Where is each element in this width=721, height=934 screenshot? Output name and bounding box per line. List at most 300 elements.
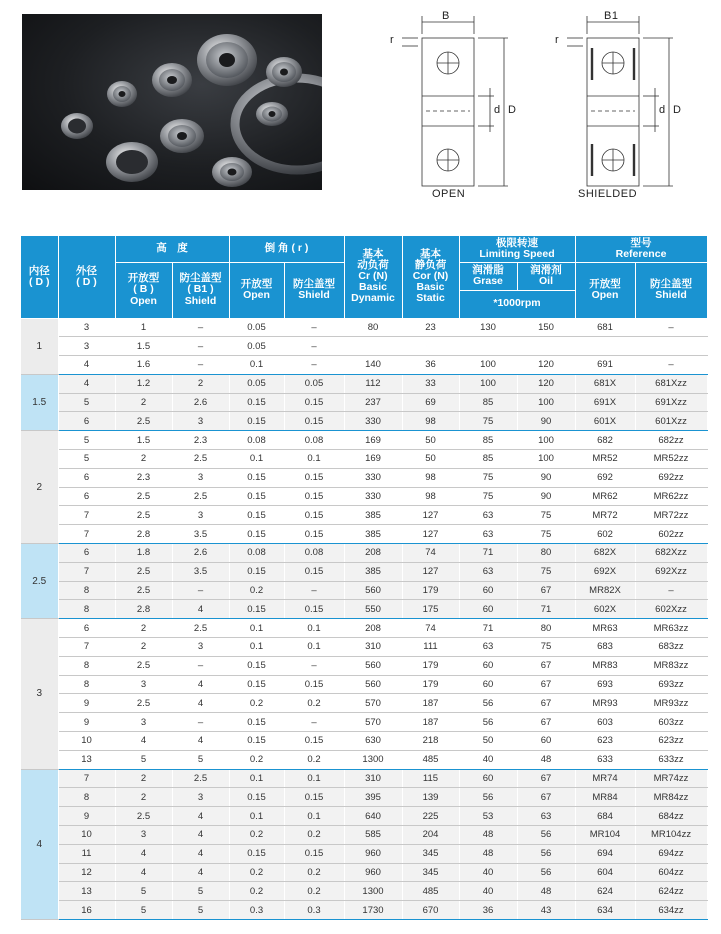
cell-chamfer-shield: 0.2 [284, 826, 344, 845]
cell-dynamic-load: 330 [344, 487, 402, 506]
table-row [21, 600, 707, 619]
table-row [21, 732, 707, 751]
cell-chamfer-open: 0.2 [229, 863, 284, 882]
cell-height-shield: 5 [172, 750, 229, 769]
header-ref-shield: 防尘盖型 Shield [635, 262, 707, 318]
cell-od: 11 [58, 844, 115, 863]
cell-chamfer-open: 0.05 [229, 318, 284, 337]
cell-chamfer-shield: 0.2 [284, 882, 344, 901]
table-row [21, 769, 707, 788]
cell-ref-open: 684 [575, 807, 635, 826]
cell-od: 9 [58, 807, 115, 826]
cell-ref-shield: 694zz [635, 844, 707, 863]
table-row [21, 901, 707, 920]
cell-speed-oil: 90 [517, 412, 575, 431]
cell-chamfer-open: 0.15 [229, 844, 284, 863]
table-row [21, 656, 707, 675]
cell-chamfer-shield: 0.1 [284, 638, 344, 657]
cell-ref-open: MR74 [575, 769, 635, 788]
cell-speed-oil: 90 [517, 487, 575, 506]
cell-height-open: 3 [115, 713, 172, 732]
cell-speed-oil: 56 [517, 844, 575, 863]
cell-ref-open: 692 [575, 468, 635, 487]
cell-speed-grease: 71 [459, 544, 517, 563]
cell-ref-open: MR72 [575, 506, 635, 525]
cell-height-open: 2 [115, 450, 172, 469]
cell-height-open: 3 [115, 826, 172, 845]
cell-speed-oil: 75 [517, 562, 575, 581]
cell-static-load: 345 [402, 844, 459, 863]
cell-dynamic-load: 385 [344, 562, 402, 581]
cell-chamfer-shield: 0.05 [284, 374, 344, 393]
cell-static-load: 111 [402, 638, 459, 657]
cell-ref-open: MR52 [575, 450, 635, 469]
cell-speed-grease: 75 [459, 412, 517, 431]
cell-speed-oil: 63 [517, 807, 575, 826]
cell-speed-oil: 67 [517, 694, 575, 713]
cell-ref-shield: 691Xzz [635, 393, 707, 412]
cell-speed-oil: 67 [517, 788, 575, 807]
cell-od: 4 [58, 374, 115, 393]
header-grease: 润滑脂 Grase [459, 262, 517, 290]
table-header [21, 236, 707, 318]
cell-height-shield: 2 [172, 374, 229, 393]
cell-chamfer-open: 0.1 [229, 619, 284, 638]
cell-od: 3 [58, 337, 115, 356]
table-row [21, 487, 707, 506]
cell-chamfer-shield: 0.15 [284, 600, 344, 619]
cell-dynamic-load: 310 [344, 769, 402, 788]
cell-ref-open: MR84 [575, 788, 635, 807]
cell-ref-shield: 683zz [635, 638, 707, 657]
cell-chamfer-open: 0.1 [229, 807, 284, 826]
cell-od: 12 [58, 863, 115, 882]
header-static-load: 基本 静负荷 Cor (N) Basic Static [402, 236, 459, 318]
cell-dynamic-load: 140 [344, 356, 402, 375]
cell-height-shield: 2.5 [172, 769, 229, 788]
cell-height-open: 2.5 [115, 412, 172, 431]
cell-chamfer-shield: 0.2 [284, 750, 344, 769]
cell-ref-open: MR83 [575, 656, 635, 675]
header-chamfer-shield: 防尘盖型 Shield [284, 262, 344, 318]
cell-height-shield: 4 [172, 807, 229, 826]
cell-speed-grease: 50 [459, 732, 517, 751]
cell-ref-open: MR62 [575, 487, 635, 506]
cell-chamfer-open: 0.1 [229, 638, 284, 657]
cell-od: 10 [58, 826, 115, 845]
cell-dynamic-load: 585 [344, 826, 402, 845]
table-row [21, 675, 707, 694]
cell-ref-shield: MR93zz [635, 694, 707, 713]
cell-speed-grease: 63 [459, 562, 517, 581]
cell-dynamic-load: 385 [344, 525, 402, 544]
cell-speed-grease: 48 [459, 844, 517, 863]
cell-chamfer-open: 0.15 [229, 713, 284, 732]
table-row [21, 374, 707, 393]
cell-od: 7 [58, 525, 115, 544]
cell-dynamic-load: 640 [344, 807, 402, 826]
cell-height-shield: 3 [172, 468, 229, 487]
cell-static-load: 175 [402, 600, 459, 619]
cell-dynamic-load: 550 [344, 600, 402, 619]
cell-speed-grease: 60 [459, 600, 517, 619]
cell-height-open: 4 [115, 844, 172, 863]
cell-ref-open: 602 [575, 525, 635, 544]
header-height: 高 度 [115, 236, 229, 262]
cell-dynamic-load: 960 [344, 863, 402, 882]
cell-od: 13 [58, 882, 115, 901]
cell-ref-open: 694 [575, 844, 635, 863]
bearing-section-drawings [382, 8, 721, 208]
cell-height-open: 1.2 [115, 374, 172, 393]
cell-od: 10 [58, 732, 115, 751]
cell-chamfer-shield: 0.15 [284, 844, 344, 863]
cell-ref-shield: 633zz [635, 750, 707, 769]
cell-speed-oil: 75 [517, 638, 575, 657]
header-chamfer-open: 开放型 Open [229, 262, 284, 318]
cell-speed-oil: 67 [517, 769, 575, 788]
cell-ref-open: 601X [575, 412, 635, 431]
cell-speed-oil: 120 [517, 356, 575, 375]
cell-chamfer-shield: 0.15 [284, 732, 344, 751]
cell-height-open: 1 [115, 318, 172, 337]
cell-static-load: 98 [402, 487, 459, 506]
cell-static-load: 33 [402, 374, 459, 393]
cell-static-load: 179 [402, 656, 459, 675]
header-ref-open: 开放型 Open [575, 262, 635, 318]
cell-chamfer-open: 0.15 [229, 412, 284, 431]
cell-od: 6 [58, 412, 115, 431]
cell-chamfer-shield: – [284, 656, 344, 675]
cell-height-shield: – [172, 356, 229, 375]
cell-speed-grease: 100 [459, 356, 517, 375]
cell-chamfer-open: 0.1 [229, 450, 284, 469]
cell-dynamic-load: 630 [344, 732, 402, 751]
cell-chamfer-shield: 0.15 [284, 788, 344, 807]
cell-height-shield: 4 [172, 732, 229, 751]
cell-chamfer-open: 0.08 [229, 544, 284, 563]
cell-chamfer-open: 0.1 [229, 356, 284, 375]
cell-chamfer-shield: 0.08 [284, 544, 344, 563]
table-row [21, 431, 707, 450]
table-row [21, 638, 707, 657]
cell-height-shield: 2.6 [172, 393, 229, 412]
table-row [21, 750, 707, 769]
cell-ref-shield: MR74zz [635, 769, 707, 788]
cell-od: 3 [58, 318, 115, 337]
cell-speed-oil: 150 [517, 318, 575, 337]
dim-b1-label: B1 [604, 10, 619, 22]
table-row [21, 356, 707, 375]
cell-ref-shield: 692Xzz [635, 562, 707, 581]
cell-chamfer-shield: 0.15 [284, 562, 344, 581]
cell-speed-grease [459, 337, 517, 356]
cell-chamfer-open: 0.15 [229, 506, 284, 525]
cell-ref-open: 693 [575, 675, 635, 694]
cell-od: 16 [58, 901, 115, 920]
cell-chamfer-open: 0.3 [229, 901, 284, 920]
cell-height-shield: – [172, 713, 229, 732]
cell-speed-oil: 71 [517, 600, 575, 619]
table-body [21, 318, 707, 920]
dim-d-small-label-open: d [494, 104, 501, 116]
cell-ref-shield: 693zz [635, 675, 707, 694]
cell-speed-oil: 43 [517, 901, 575, 920]
cell-static-load [402, 337, 459, 356]
cell-chamfer-shield: 0.1 [284, 807, 344, 826]
cell-ref-shield: 604zz [635, 863, 707, 882]
cell-od: 13 [58, 750, 115, 769]
cell-height-shield: 5 [172, 901, 229, 920]
cell-height-shield: 3 [172, 788, 229, 807]
cell-chamfer-shield: 0.15 [284, 675, 344, 694]
cell-static-load: 115 [402, 769, 459, 788]
cell-height-shield: – [172, 581, 229, 600]
cell-chamfer-open: 0.2 [229, 581, 284, 600]
cell-speed-grease: 36 [459, 901, 517, 920]
cell-height-open: 2.5 [115, 656, 172, 675]
cell-height-shield: 2.5 [172, 619, 229, 638]
cell-bore: 1 [21, 318, 58, 374]
cell-dynamic-load: 112 [344, 374, 402, 393]
cell-static-load: 98 [402, 412, 459, 431]
cell-chamfer-open: 0.15 [229, 487, 284, 506]
cell-dynamic-load: 560 [344, 675, 402, 694]
cell-height-shield: 5 [172, 882, 229, 901]
table-row [21, 450, 707, 469]
table-row [21, 318, 707, 337]
cell-speed-grease: 60 [459, 581, 517, 600]
cell-height-open: 2.3 [115, 468, 172, 487]
cell-dynamic-load: 169 [344, 450, 402, 469]
cell-bore: 2 [21, 431, 58, 544]
cell-speed-grease: 63 [459, 638, 517, 657]
cell-chamfer-shield: – [284, 337, 344, 356]
cell-chamfer-open: 0.15 [229, 732, 284, 751]
cell-speed-grease: 63 [459, 525, 517, 544]
cell-ref-open: 681X [575, 374, 635, 393]
cell-dynamic-load: 395 [344, 788, 402, 807]
cell-od: 8 [58, 788, 115, 807]
cell-od: 7 [58, 769, 115, 788]
cell-ref-open [575, 337, 635, 356]
cell-height-shield: 4 [172, 844, 229, 863]
cell-chamfer-shield: 0.15 [284, 468, 344, 487]
cell-height-shield: – [172, 337, 229, 356]
cell-ref-open: 623 [575, 732, 635, 751]
table-row [21, 882, 707, 901]
cell-chamfer-open: 0.15 [229, 788, 284, 807]
cell-chamfer-shield: 0.15 [284, 393, 344, 412]
cell-static-load: 50 [402, 450, 459, 469]
cell-od: 8 [58, 581, 115, 600]
cell-od: 6 [58, 619, 115, 638]
cell-static-load: 485 [402, 750, 459, 769]
cell-chamfer-shield: 0.1 [284, 619, 344, 638]
table-row [21, 713, 707, 732]
cell-ref-shield: 603zz [635, 713, 707, 732]
table-row [21, 525, 707, 544]
cell-chamfer-open: 0.15 [229, 600, 284, 619]
cell-ref-shield: MR52zz [635, 450, 707, 469]
cell-height-shield: 2.5 [172, 487, 229, 506]
header-height-open: 开放型 ( B ) Open [115, 262, 172, 318]
cell-chamfer-open: 0.2 [229, 694, 284, 713]
cell-ref-shield: 623zz [635, 732, 707, 751]
cell-static-load: 485 [402, 882, 459, 901]
cell-height-open: 2 [115, 619, 172, 638]
cell-speed-grease: 63 [459, 506, 517, 525]
cell-ref-open: 692X [575, 562, 635, 581]
cell-height-open: 4 [115, 863, 172, 882]
cell-ref-open: 602X [575, 600, 635, 619]
shielded-label: SHIELDED [578, 188, 638, 200]
cell-static-load: 36 [402, 356, 459, 375]
cell-speed-grease: 56 [459, 694, 517, 713]
cell-height-open: 2.5 [115, 506, 172, 525]
cell-ref-open: 683 [575, 638, 635, 657]
cell-static-load: 204 [402, 826, 459, 845]
cell-height-open: 2 [115, 393, 172, 412]
cell-height-shield: 4 [172, 826, 229, 845]
cell-chamfer-open: 0.15 [229, 393, 284, 412]
cell-speed-oil: 100 [517, 450, 575, 469]
table-row [21, 844, 707, 863]
cell-ref-shield [635, 337, 707, 356]
cell-height-shield: 3.5 [172, 562, 229, 581]
header-od: 外径 ( D ) [58, 236, 115, 318]
cell-ref-shield: 682zz [635, 431, 707, 450]
cell-speed-oil: 60 [517, 732, 575, 751]
cell-ref-shield: MR63zz [635, 619, 707, 638]
cell-height-open: 2 [115, 769, 172, 788]
cell-speed-grease: 60 [459, 656, 517, 675]
cell-od: 8 [58, 656, 115, 675]
cell-height-open: 2.5 [115, 581, 172, 600]
cell-dynamic-load: 385 [344, 506, 402, 525]
cell-ref-open: MR63 [575, 619, 635, 638]
cell-height-shield: 2.6 [172, 544, 229, 563]
cell-speed-oil: 48 [517, 750, 575, 769]
cell-ref-shield: 692zz [635, 468, 707, 487]
cell-ref-shield: 682Xzz [635, 544, 707, 563]
dim-r-label-shielded: r [555, 34, 560, 46]
cell-ref-shield: 681Xzz [635, 374, 707, 393]
bearing-drawing-graphic [382, 8, 721, 208]
cell-chamfer-open: 0.15 [229, 656, 284, 675]
header-limiting-speed: 极限转速 Limiting Speed [459, 236, 575, 262]
cell-dynamic-load: 1300 [344, 750, 402, 769]
cell-static-load: 139 [402, 788, 459, 807]
cell-speed-oil [517, 337, 575, 356]
cell-ref-shield: MR84zz [635, 788, 707, 807]
cell-chamfer-open: 0.05 [229, 374, 284, 393]
cell-ref-open: 691X [575, 393, 635, 412]
cell-dynamic-load: 570 [344, 713, 402, 732]
cell-od: 5 [58, 450, 115, 469]
table-row [21, 412, 707, 431]
cell-dynamic-load: 960 [344, 844, 402, 863]
cell-static-load: 179 [402, 581, 459, 600]
cell-dynamic-load: 169 [344, 431, 402, 450]
cell-dynamic-load: 208 [344, 619, 402, 638]
cell-od: 9 [58, 694, 115, 713]
cell-static-load: 127 [402, 506, 459, 525]
cell-ref-open: 682X [575, 544, 635, 563]
cell-ref-shield: – [635, 318, 707, 337]
cell-height-open: 2.8 [115, 600, 172, 619]
cell-od: 4 [58, 356, 115, 375]
cell-chamfer-open: 0.15 [229, 468, 284, 487]
cell-ref-open: 604 [575, 863, 635, 882]
cell-speed-oil: 67 [517, 713, 575, 732]
cell-speed-grease: 85 [459, 393, 517, 412]
cell-chamfer-shield: 0.15 [284, 525, 344, 544]
cell-speed-oil: 80 [517, 619, 575, 638]
cell-dynamic-load: 80 [344, 318, 402, 337]
cell-ref-shield: MR72zz [635, 506, 707, 525]
cell-od: 8 [58, 600, 115, 619]
cell-static-load: 127 [402, 525, 459, 544]
cell-ref-shield: – [635, 581, 707, 600]
cell-ref-shield: 624zz [635, 882, 707, 901]
cell-speed-oil: 120 [517, 374, 575, 393]
header-oil: 润滑剂 Oil [517, 262, 575, 290]
cell-od: 7 [58, 562, 115, 581]
cell-height-shield: 3 [172, 506, 229, 525]
cell-bore: 2.5 [21, 544, 58, 619]
cell-speed-grease: 40 [459, 882, 517, 901]
cell-speed-grease: 75 [459, 487, 517, 506]
cell-ref-open: MR104 [575, 826, 635, 845]
cell-chamfer-shield: 0.3 [284, 901, 344, 920]
header-height-shield: 防尘盖型 ( B1 ) Shield [172, 262, 229, 318]
bearings-photo [22, 14, 322, 190]
cell-chamfer-shield: – [284, 318, 344, 337]
cell-chamfer-shield: – [284, 581, 344, 600]
table-row [21, 468, 707, 487]
cell-speed-oil: 67 [517, 675, 575, 694]
cell-ref-open: 691 [575, 356, 635, 375]
cell-speed-oil: 67 [517, 656, 575, 675]
cell-height-shield: 3 [172, 412, 229, 431]
cell-height-open: 5 [115, 882, 172, 901]
cell-height-open: 1.5 [115, 431, 172, 450]
cell-static-load: 127 [402, 562, 459, 581]
cell-dynamic-load: 310 [344, 638, 402, 657]
table-row [21, 506, 707, 525]
cell-speed-grease: 71 [459, 619, 517, 638]
cell-static-load: 50 [402, 431, 459, 450]
table-row [21, 826, 707, 845]
bearings-photo-graphic [22, 14, 322, 190]
cell-od: 6 [58, 487, 115, 506]
header-bore: 内径 ( D ) [21, 236, 58, 318]
cell-dynamic-load: 1730 [344, 901, 402, 920]
cell-chamfer-open: 0.05 [229, 337, 284, 356]
cell-height-open: 5 [115, 750, 172, 769]
cell-chamfer-shield: 0.2 [284, 694, 344, 713]
cell-chamfer-open: 0.1 [229, 769, 284, 788]
cell-chamfer-open: 0.15 [229, 525, 284, 544]
cell-speed-grease: 40 [459, 750, 517, 769]
cell-height-shield: 2.5 [172, 450, 229, 469]
bearing-spec-table [21, 236, 708, 920]
cell-od: 6 [58, 544, 115, 563]
cell-speed-grease: 40 [459, 863, 517, 882]
table-row [21, 788, 707, 807]
cell-height-open: 1.8 [115, 544, 172, 563]
